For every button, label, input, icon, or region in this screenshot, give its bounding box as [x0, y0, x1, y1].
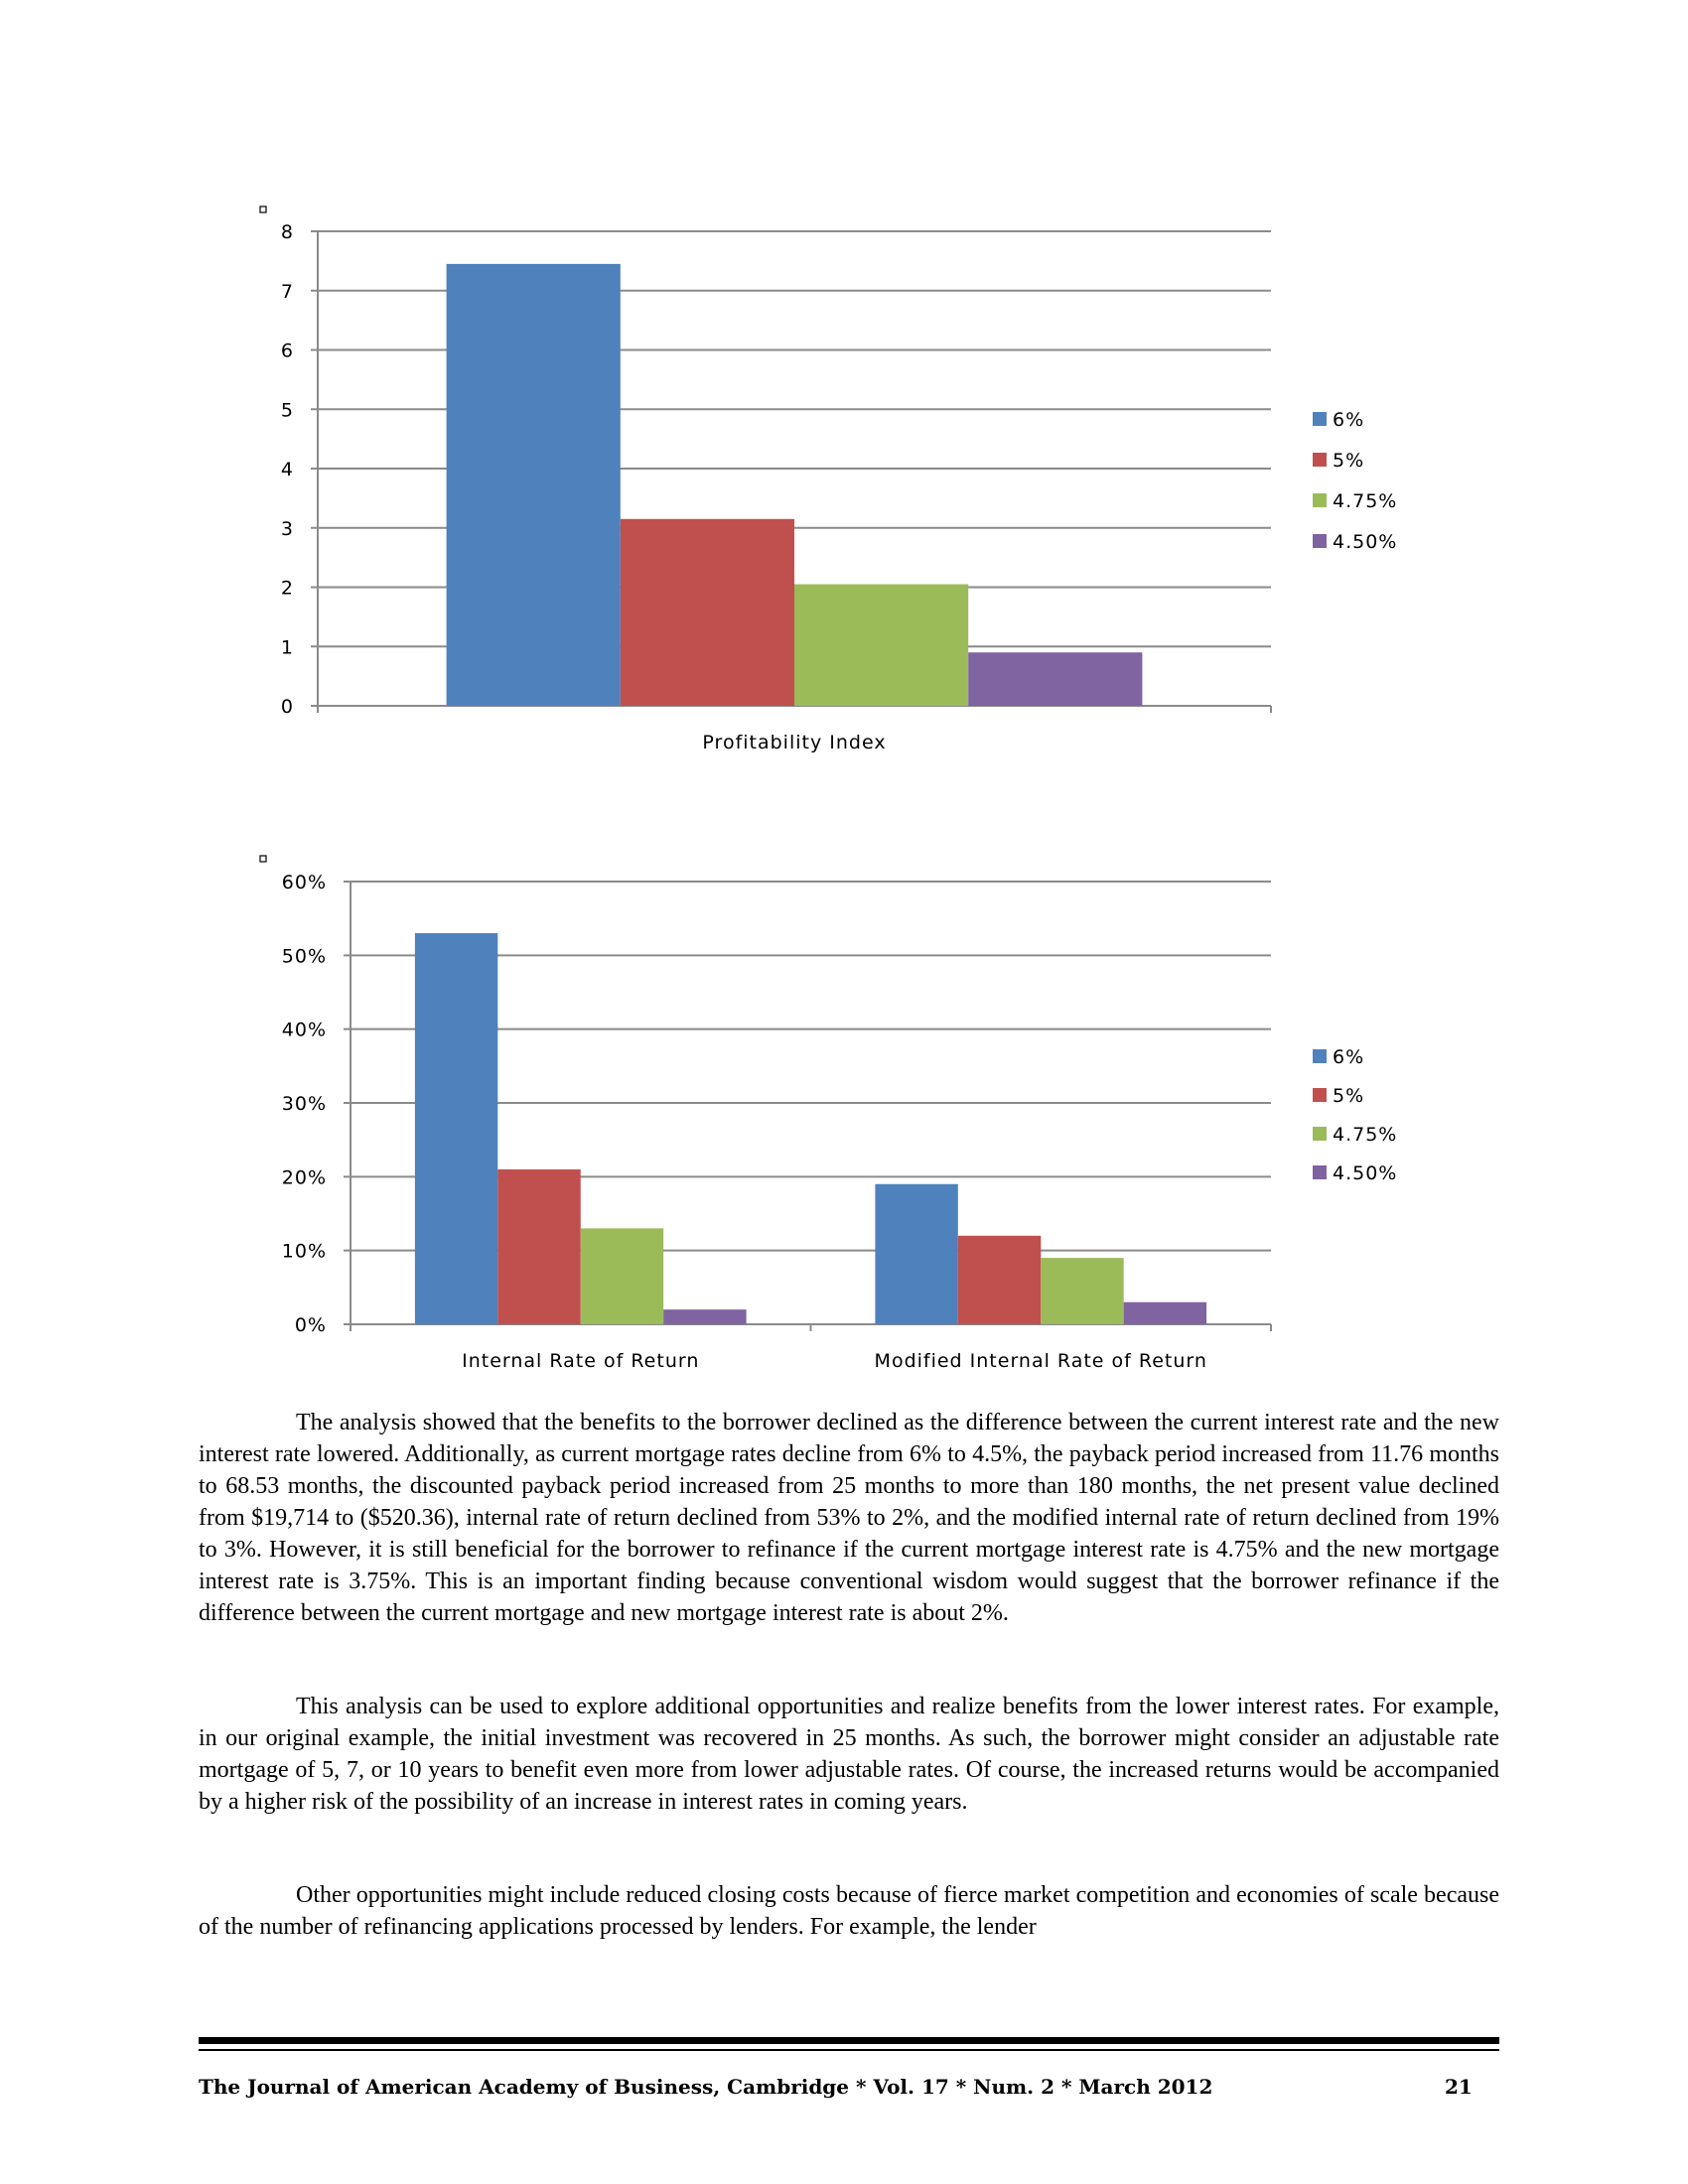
footer-rule-thin — [199, 2049, 1499, 2051]
chart2-category-label: Modified Internal Rate of Return — [874, 1350, 1207, 1372]
body-paragraph-2: This analysis can be used to explore additional opportunities and realize benefits from the lower interest rates. For example, in our original example, the initial investment was recovered in 25 months. As such, the borrower might consider an adjustable rate mortgage of 5, 7, or 10 years to benefit even more from lower adjustable rates. Of course, the increased returns would be accompanied by a higher risk of the possibility of an increase in interest rates in coming years. — [199, 1694, 1499, 1815]
chart2-bar-6pct — [415, 933, 497, 1324]
chart2-y-tick-label: 40% — [281, 1019, 327, 1041]
chart1-y-tick-label: 4 — [280, 459, 294, 480]
chart2-bar-6pct — [875, 1184, 957, 1324]
chart1-y-tick-label: 1 — [280, 636, 294, 659]
chart1-y-tick-label: 5 — [280, 399, 294, 422]
chart2-legend-swatch — [1313, 1088, 1327, 1102]
page-number: 21 — [1445, 2075, 1473, 2099]
chart2-bar-4_50pct — [663, 1309, 746, 1324]
chart2-legend-swatch — [1313, 1049, 1327, 1063]
chart2-bar-4_50pct — [1124, 1302, 1206, 1324]
chart1-legend-label: 5% — [1333, 450, 1365, 472]
chart2-bar-4_75pct — [581, 1228, 663, 1324]
journal-citation: The Journal of American Academy of Business, Cambridge * Vol. 17 * Num. 2 * March 2012 — [199, 2075, 1213, 2099]
body-paragraph-3: Other opportunities might include reduced closing costs because of fierce market competition and economies of scale because of the number of refinancing applications processed by lenders. For example, the lender — [199, 1882, 1499, 1940]
chart2-y-tick-label: 0% — [294, 1314, 327, 1336]
chart2-legend-label: 4.75% — [1333, 1124, 1398, 1146]
body-paragraph-1: The analysis showed that the benefits to the borrower declined as the difference between the current interest rate and the new interest rate lowered. Additionally, as current mortgage rates decline from 6% to 4.5%, the payback period increased from 11.76 months to 68.53 months, the discounted payback period increased from 25 months to more than 180 months, the net present value declined from $19,714 to ($520.36), internal rate of return declined from 53% to 2%, and the modified internal rate of return declined from 19% to 3%. However, it is still beneficial for the borrower to refinance if the current mortgage interest rate is 4.75% and the new mortgage interest rate is 3.75%. This is an important finding because conventional wisdom would suggest that the borrower refinance if the difference between the current mortgage and new mortgage interest rate is about 2%. — [199, 1410, 1499, 1626]
chart2-category-label: Internal Rate of Return — [462, 1350, 700, 1372]
chart2-legend-swatch — [1313, 1165, 1327, 1179]
chart2-legend-label: 6% — [1333, 1046, 1365, 1068]
chart2-y-tick-label: 60% — [281, 872, 327, 893]
chart2-bar-4_75pct — [1041, 1258, 1123, 1324]
chart2-y-tick-label: 30% — [281, 1093, 327, 1115]
chart2-y-tick-label: 10% — [281, 1240, 327, 1263]
chart1-y-tick-label: 7 — [280, 280, 294, 303]
chart1-y-tick-label: 0 — [280, 696, 294, 718]
chart2-legend-swatch — [1313, 1127, 1327, 1141]
chart2-legend-label: 5% — [1333, 1085, 1365, 1107]
chart1-legend-label: 6% — [1333, 409, 1365, 431]
chart1-legend-label: 4.50% — [1333, 531, 1398, 553]
chart2-y-tick-label: 20% — [281, 1166, 327, 1189]
chart1-y-tick-label: 6 — [280, 340, 294, 362]
chart2-y-tick-label: 50% — [281, 945, 327, 968]
chart1-y-tick-label: 3 — [280, 517, 294, 540]
chart2-legend-label: 4.50% — [1333, 1162, 1398, 1184]
chart1-category-label: Profitability Index — [702, 732, 887, 753]
chart1-y-tick-label: 2 — [280, 577, 294, 600]
chart2-anchor-marker — [260, 856, 266, 862]
chart2-bar-5pct — [497, 1169, 580, 1324]
chart1-legend-label: 4.75% — [1333, 490, 1398, 512]
chart1-y-tick-label: 8 — [280, 221, 294, 243]
chart2-bar-5pct — [958, 1236, 1041, 1324]
footer-rule-thick — [199, 2037, 1499, 2044]
